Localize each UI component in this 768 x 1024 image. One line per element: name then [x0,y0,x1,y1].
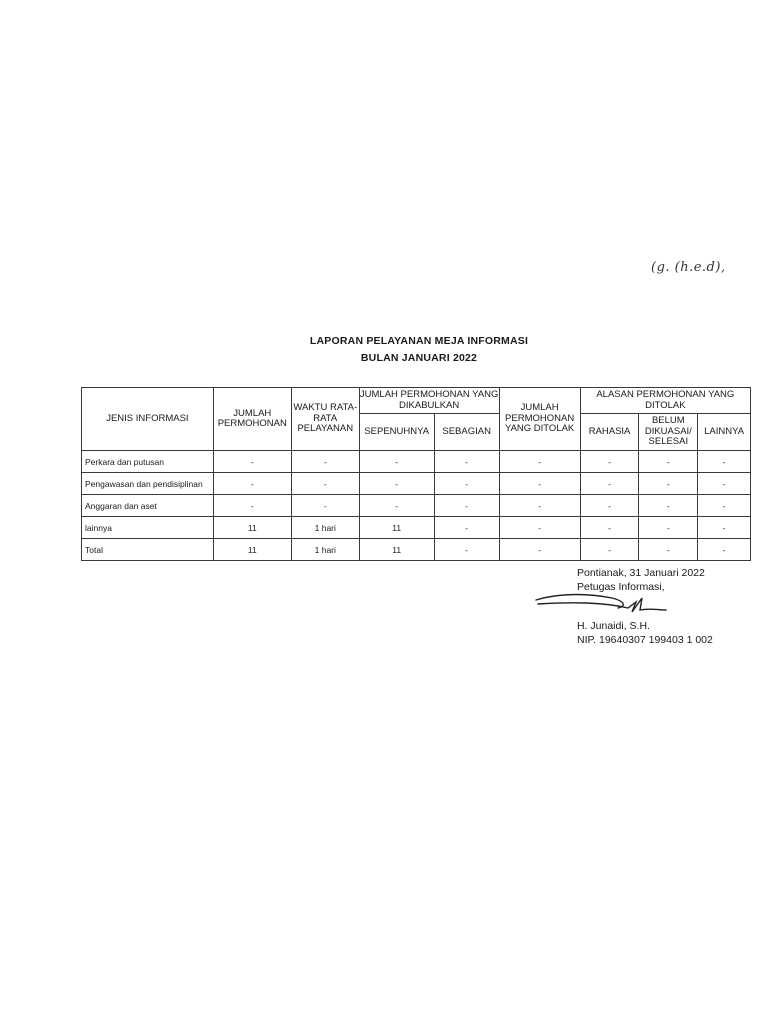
header-rahasia: RAHASIA [580,414,639,451]
cell-sebagian: - [434,473,499,495]
cell-belum: - [639,451,698,473]
cell-rahasia: - [580,517,639,539]
cell-rahasia: - [580,495,639,517]
cell-ditolak: - [499,517,580,539]
cell-ditolak: - [499,539,580,561]
header-belum-dikuasai: BELUM DIKUASAI/ SELESAI [639,414,698,451]
cell-lainnya: - [698,473,751,495]
signature-scribble [532,588,672,620]
cell-sebagian: - [434,539,499,561]
cell-sepenuhnya: 11 [359,517,434,539]
header-sebagian: SEBAGIAN [434,414,499,451]
cell-jenis: Total [82,539,214,561]
signer-role: Petugas Informasi, [577,581,665,593]
report-subtitle: BULAN JANUARI 2022 [360,352,478,364]
signer-name: H. Junaidi, S.H. [577,620,650,632]
cell-rahasia: - [580,473,639,495]
cell-belum: - [639,539,698,561]
cell-waktu: - [291,473,359,495]
cell-ditolak: - [499,451,580,473]
cell-sepenuhnya: - [359,473,434,495]
table-row [82,473,751,495]
cell-sebagian: - [434,495,499,517]
header-sepenuhnya: SEPENUHNYA [359,414,434,451]
header-lainnya: LAINNYA [698,414,751,451]
cell-sepenuhnya: 11 [359,539,434,561]
header-jenis-informasi: JENIS INFORMASI [82,388,214,451]
signer-nip: NIP. 19640307 199403 1 002 [577,634,713,646]
cell-jenis: Anggaran dan aset [82,495,214,517]
cell-ditolak: - [499,473,580,495]
cell-lainnya: - [698,495,751,517]
cell-belum: - [639,473,698,495]
cell-jenis: Perkara dan putusan [82,451,214,473]
report-table [81,387,751,561]
cell-rahasia: - [580,451,639,473]
table-row [82,495,751,517]
cell-waktu: 1 hari [291,539,359,561]
cell-jumlah: - [213,495,291,517]
place-date: Pontianak, 31 Januari 2022 [577,567,705,579]
cell-sepenuhnya: - [359,451,434,473]
handwritten-note: (g. (h.e.d), [651,260,726,275]
header-dikabulkan: JUMLAH PERMOHONAN YANG DIKABULKAN [359,388,499,414]
cell-waktu: - [291,451,359,473]
signature-footer [577,619,713,647]
cell-sebagian: - [434,517,499,539]
cell-jumlah: - [213,451,291,473]
cell-rahasia: - [580,539,639,561]
cell-belum: - [639,517,698,539]
cell-waktu: - [291,495,359,517]
cell-jenis: Pengawasan dan pendisiplinan [82,473,214,495]
cell-jumlah: 11 [213,517,291,539]
cell-sebagian: - [434,451,499,473]
cell-lainnya: - [698,539,751,561]
cell-jenis: lainnya [82,517,214,539]
table-row [82,517,751,539]
header-alasan-ditolak: ALASAN PERMOHONAN YANG DITOLAK [580,388,750,414]
header-ditolak: JUMLAH PERMOHONAN YANG DITOLAK [499,388,580,451]
cell-lainnya: - [698,517,751,539]
cell-jumlah: - [213,473,291,495]
report-title: LAPORAN PELAYANAN MEJA INFORMASI [309,335,529,347]
cell-jumlah: 11 [213,539,291,561]
table-row [82,451,751,473]
header-waktu-pelayanan: WAKTU RATA-RATA PELAYANAN [291,388,359,451]
table-row-total [82,539,751,561]
cell-sepenuhnya: - [359,495,434,517]
header-jumlah-permohonan: JUMLAH PERMOHONAN [213,388,291,451]
cell-lainnya: - [698,451,751,473]
cell-ditolak: - [499,495,580,517]
cell-belum: - [639,495,698,517]
cell-waktu: 1 hari [291,517,359,539]
